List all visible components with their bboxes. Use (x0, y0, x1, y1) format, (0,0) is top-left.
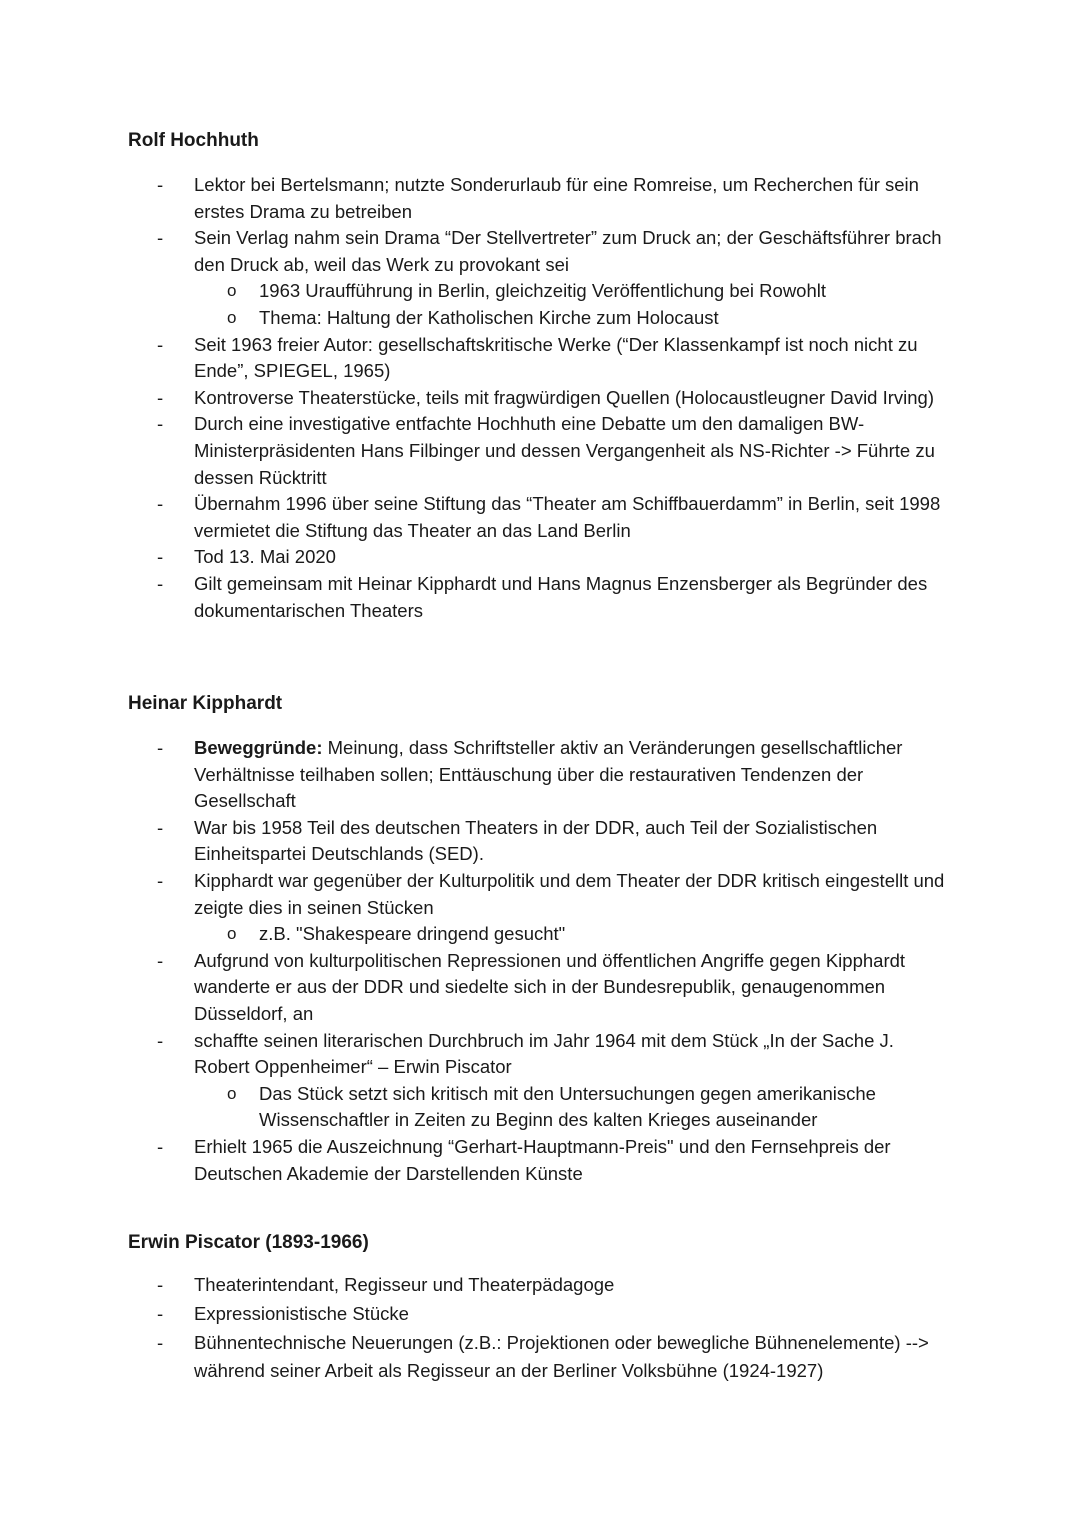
dash-marker: - (157, 386, 164, 408)
sub-item-text: z.B. "Shakespeare dringend gesucht" (259, 923, 566, 945)
list-item (0, 491, 954, 544)
sub-list-item (0, 305, 959, 332)
list-item (0, 332, 954, 385)
item-text: Seit 1963 freier Autor: gesellschaftskritische Werke (“Der Klassenkampf ist noch nicht zu Ende”, SPIEGEL, 1965) (194, 333, 918, 382)
circle-marker: o (227, 281, 237, 301)
section-heading: Erwin Piscator (1893-1966) (128, 1232, 369, 1253)
dash-marker: - (157, 816, 164, 838)
circle-marker: o (227, 1083, 237, 1103)
sub-item-text: 1963 Uraufführung in Berlin, gleichzeitig Veröffentlichung bei Rowohlt (259, 280, 827, 302)
dash-marker: - (157, 1332, 164, 1354)
item-text: Aufgrund von kulturpolitischen Repressionen und öffentlichen Angriffe gegen Kipphardt wanderte er aus der DDR und siedelte sich in der Bundesrepublik, genaugenommen Düsseldorf, an (194, 949, 906, 1024)
item-text: Durch eine investigative entfachte Hochhuth eine Debatte um den damaligen BW-Ministerpräsidenten Hans Filbinger und dessen Vergangenheit als NS-Richter -> Führte zu dessen Rücktritt (194, 413, 935, 488)
item-text: Erhielt 1965 die Auszeichnung “Gerhart-Hauptmann-Preis" und den Fernsehpreis der Deutschen Akademie der Darstellenden Künste (194, 1135, 891, 1184)
list-item (0, 411, 954, 491)
section-heading: Heinar Kipphardt (128, 693, 283, 714)
bullet-list (0, 1272, 1080, 1385)
item-text: Lektor bei Bertelsmann; nutzte Sonderurlaub für eine Romreise, um Recherchen für sein erstes Drama zu betreiben (194, 174, 919, 222)
list-item (0, 1301, 954, 1328)
sub-item-text: Thema: Haltung der Katholischen Kirche zum Holocaust (259, 306, 719, 328)
dash-marker: - (157, 737, 164, 758)
item-text: War bis 1958 Teil des deutschen Theaters in der DDR, auch Teil der Sozialistischen Einheitspartei Deutschlands (SED). (194, 816, 878, 865)
item-text: Meinung, dass Schriftsteller aktiv an Veränderungen gesellschaftlicher Verhältnisse teilhaben sollen; Enttäuschung über die restaurativen Tendenzen der Gesellschaft (194, 737, 903, 812)
list-item (0, 225, 954, 278)
sub-item-text: Das Stück setzt sich kritisch mit den Untersuchungen gegen amerikanische Wissenschaftler in Zeiten zu Beginn des kalten Krieges auseinander (259, 1082, 876, 1131)
item-text: schaffte seinen literarischen Durchbruch im Jahr 1964 mit dem Stück „In der Sache J. Robert Oppenheimer“ – Erwin Piscator (194, 1029, 894, 1078)
dash-marker: - (157, 1302, 164, 1324)
dash-marker: - (157, 546, 164, 568)
item-text: Sein Verlag nahm sein Drama “Der Stellvertreter” zum Druck an; der Geschäftsführer brach den Druck ab, weil das Werk zu provokant sei (194, 227, 942, 275)
dash-marker: - (157, 493, 164, 515)
bullet-list (0, 172, 1080, 624)
item-text: Theaterintendant, Regisseur und Theaterpädagoge (194, 1274, 615, 1295)
list-item (0, 868, 954, 921)
sub-list-item (0, 921, 959, 948)
dash-marker: - (157, 949, 164, 971)
bullet-list (0, 735, 1080, 1187)
sub-list-item (0, 278, 959, 305)
dash-marker: - (157, 227, 164, 249)
list-item (0, 735, 954, 815)
dash-marker: - (157, 1274, 164, 1295)
list-item (0, 571, 954, 624)
dash-marker: - (157, 1029, 164, 1051)
list-item (0, 172, 954, 225)
item-text: Gilt gemeinsam mit Heinar Kipphardt und Hans Magnus Enzensberger als Begründer des dokumentarischen Theaters (194, 572, 928, 621)
circle-marker: o (227, 924, 237, 944)
item-text: Bühnentechnische Neuerungen (z.B.: Projektionen oder bewegliche Bühnenelemente) --> während seiner Arbeit als Regisseur an der Berliner Volksbühne (1924-1927) (194, 1332, 929, 1382)
dash-marker: - (157, 174, 164, 195)
item-text: Kontroverse Theaterstücke, teils mit fragwürdigen Quellen (Holocaustleugner David Irving) (194, 386, 935, 408)
list-item (0, 815, 954, 868)
item-text: Übernahm 1996 über seine Stiftung das “Theater am Schiffbauerdamm” in Berlin, seit 1998 vermietet die Stiftung das Theater an das Land Berlin (194, 493, 941, 541)
list-item (0, 1329, 954, 1385)
dash-marker: - (157, 413, 164, 435)
sub-list-item (0, 1081, 959, 1134)
item-text: Kipphardt war gegenüber der Kulturpolitik und dem Theater der DDR kritisch eingestellt und zeigte dies in seinen Stücken (194, 869, 945, 918)
list-item (0, 544, 954, 571)
list-item (0, 1028, 954, 1081)
list-item (0, 948, 954, 1028)
dash-marker: - (157, 572, 164, 594)
circle-marker: o (227, 307, 237, 327)
dash-marker: - (157, 1135, 164, 1157)
dash-marker: - (157, 869, 164, 891)
list-item (0, 1134, 954, 1187)
item-text: Tod 13. Mai 2020 (194, 546, 336, 568)
item-lead: Beweggründe: (194, 737, 323, 758)
list-item (0, 385, 954, 412)
dash-marker: - (157, 333, 164, 355)
section-heading: Rolf Hochhuth (128, 130, 259, 151)
list-item (0, 1272, 954, 1299)
item-text: Expressionistische Stücke (194, 1302, 409, 1324)
